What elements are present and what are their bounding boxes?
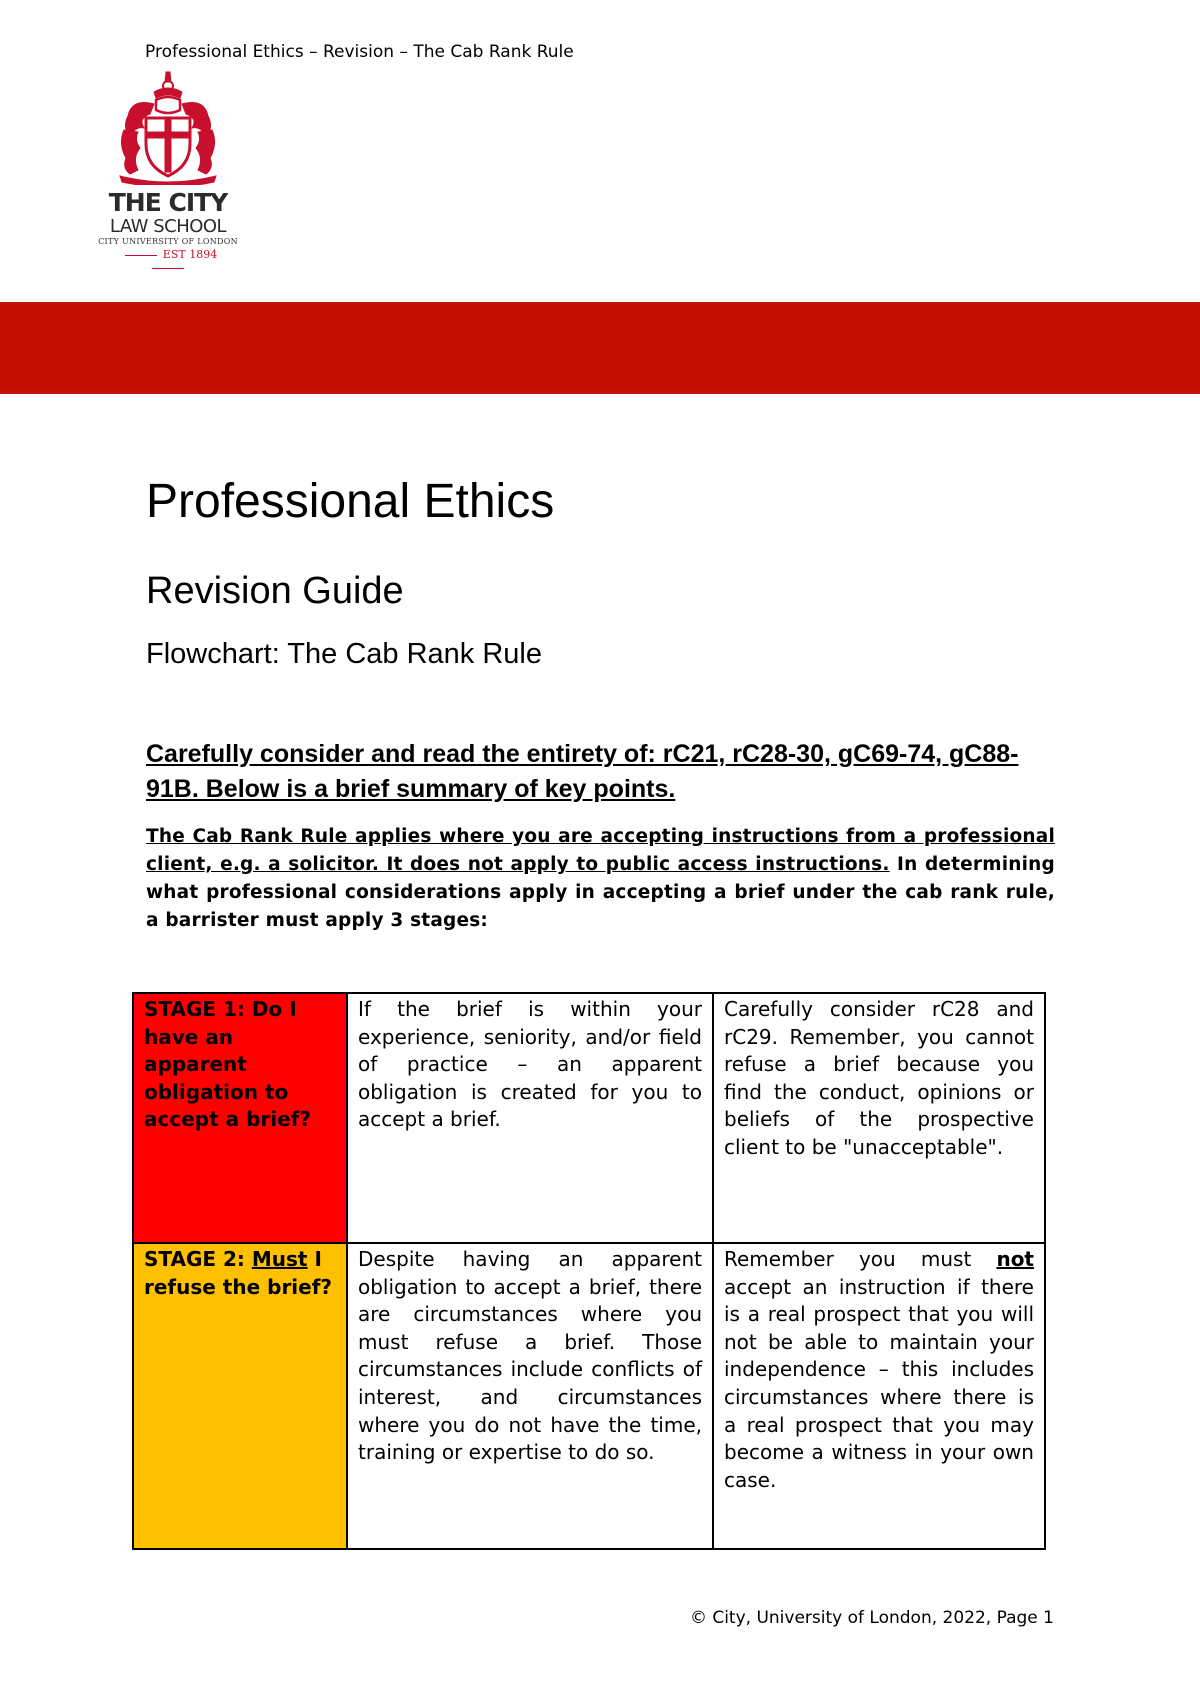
stage-2-note-suffix: accept an instruction if there is a real prospect that you will not be able to maintain your independence – this includes circumstances where there is a real prospect that you may become a witness in your own case. [724,1274,1034,1492]
table-row [133,993,1045,1243]
brand-banner [0,302,1200,394]
logo-line-3: CITY UNIVERSITY OF LONDON [98,237,238,246]
stage-2-note-emphasis: not [996,1247,1034,1271]
city-law-school-logo [98,70,238,262]
document-section-title: Flowchart: The Cab Rank Rule [146,638,542,670]
stage-2-label-emphasis: Must [251,1247,308,1271]
logo-est: EST 1894 [98,248,238,274]
intro-paragraph [146,823,1055,935]
document-subtitle: Revision Guide [146,570,404,612]
stage-2-note-prefix: Remember you must [724,1247,997,1271]
logo-line-1: THE CITY [108,188,228,217]
table-row [133,1243,1045,1549]
stage-2-label-prefix: STAGE 2: [144,1247,252,1271]
stage-1-note: Carefully consider rC28 and rC29. Remember, you cannot refuse a brief because you find the conduct, opinions or beliefs of the prospective client to be "unacceptable". [713,993,1045,1243]
intro-rest: In determining what professional considerations apply in accepting a brief under the cab rank rule, a barrister must apply 3 stages: [146,854,1055,931]
stage-1-label: STAGE 1: Do I have an apparent obligation to accept a brief? [133,993,347,1243]
reading-instruction: Carefully consider and read the entirety of: rC21, rC28-30, gC69-74, gC88-91B. Below is a brief summary of key points. [146,740,1019,803]
stage-2-label-suffix: I refuse the brief? [144,1247,333,1299]
document-title: Professional Ethics [146,475,555,528]
coat-of-arms-icon [110,70,226,185]
stage-2-explanation: Despite having an apparent obligation to accept a brief, there are circumstances where you must refuse a brief. Those circumstances include conflicts of interest, and circumstances where you do not have the time, training or expertise to do so. [347,1243,713,1549]
running-header: Professional Ethics – Revision – The Cab Rank Rule [145,42,574,62]
stage-2-label [133,1243,347,1549]
stage-2-note [713,1243,1045,1549]
intro-underlined: The Cab Rank Rule applies where you are accepting instructions from a professional client, e.g. a solicitor. It does not apply to public access instructions. [146,826,1055,875]
stages-table [132,992,1046,1550]
stage-1-explanation: If the brief is within your experience, seniority, and/or field of practice – an apparent obligation is created for you to accept a brief. [347,993,713,1243]
logo-line-2: LAW SCHOOL [109,216,227,237]
page-footer: © City, University of London, 2022, Page 1 [689,1608,1054,1628]
